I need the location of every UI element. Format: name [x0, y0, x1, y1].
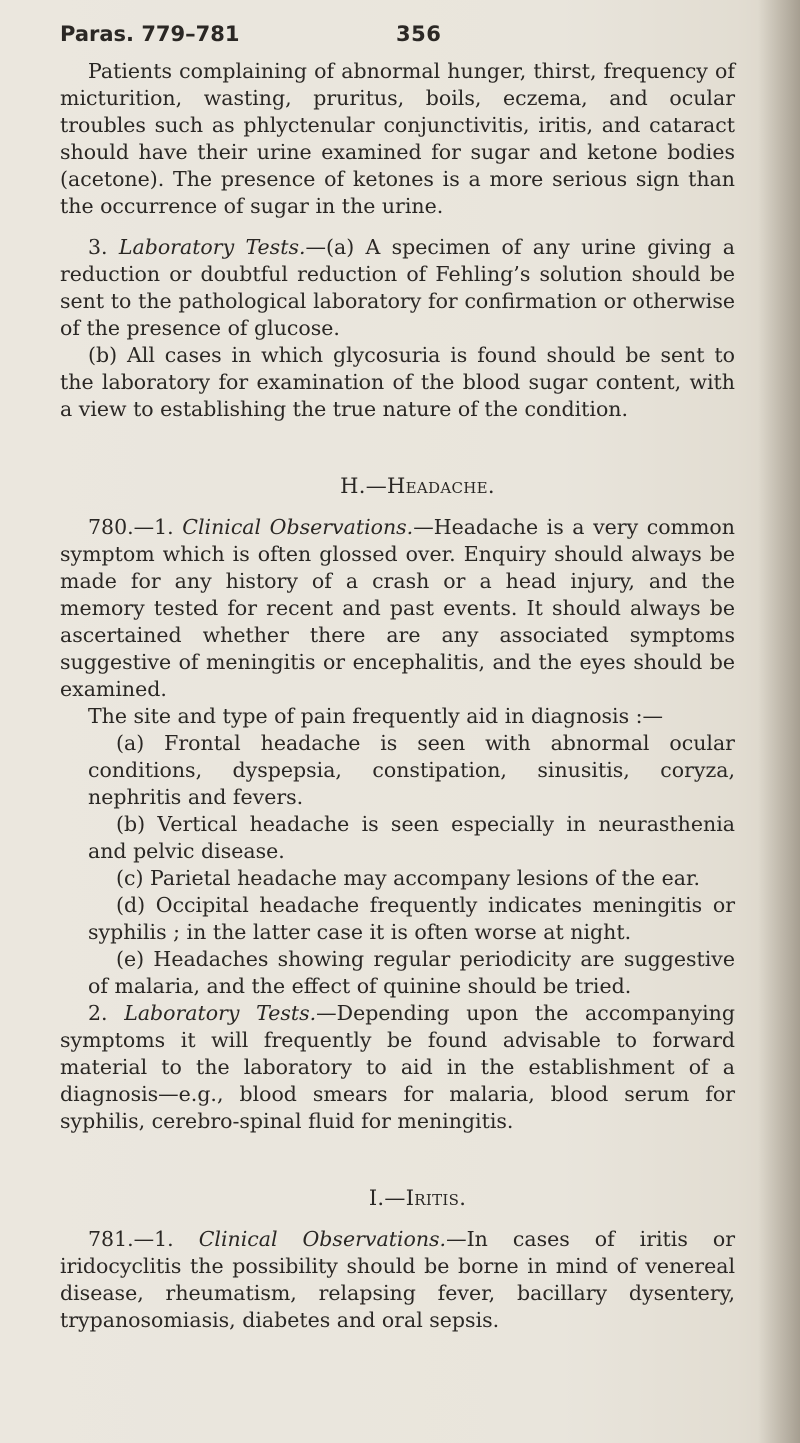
glycosuria-paragraph: (b) All cases in which glycosuria is found should be sent to the laboratory for examination of the blood sugar content, with a view to establishing the true nature of the condition. [60, 343, 735, 421]
paragraph-number: 781.—1. [88, 1227, 199, 1251]
section-heading-headache [60, 473, 735, 500]
page-content [60, 22, 735, 1334]
section-title: Headache. [387, 474, 495, 498]
paragraph-number: 780.—1. [88, 515, 183, 539]
section-letter: I.— [368, 1186, 406, 1210]
clinical-observations-text: —In cases of iritis or iridocyclitis the possibility should be borne in mind of venereal disease, rheumatism, relapsing fever, bacillary dysentery, trypanosomiasis, diabetes and oral sepsis. [60, 1227, 735, 1332]
page-number: 356 [396, 22, 442, 46]
headache-site-paragraph: The site and type of pain frequently aid in diagnosis :— [88, 704, 664, 728]
section-title: Iritis. [405, 1186, 467, 1210]
laboratory-tests-text: —Depending upon the accompanying symptoms it will frequently be found advisable to forward material to the laboratory to aid in the establishment of a diagnosis—e.g., blood smears for malaria, blood serum for syphilis, cerebro-spinal fluid for meningitis. [60, 1001, 736, 1133]
section-heading-iritis [60, 1185, 735, 1212]
laboratory-tests-title: Laboratory Tests. [118, 235, 306, 259]
laboratory-tests-text: —(a) A specimen of any urine giving a reduction or doubtful reduction of Fehling’s solution should be sent to the pathological laboratory for confirmation or otherwise of the presence of glucose. [60, 235, 735, 340]
headache-clinical-paragraph [60, 514, 735, 703]
clinical-observations-title: Clinical Observations. [182, 515, 414, 539]
laboratory-tests-number: 3. [88, 235, 119, 259]
running-header [60, 22, 735, 58]
laboratory-tests-paragraph [60, 234, 735, 342]
laboratory-tests-title: Laboratory Tests. [124, 1001, 317, 1025]
section-letter: H.— [340, 474, 388, 498]
list-item: (c) Parietal headache may accompany lesions of the ear. [116, 866, 701, 890]
headache-laboratory-paragraph [60, 1000, 735, 1135]
paragraph-range: Paras. 779–781 [60, 22, 240, 46]
clinical-observations-text: —Headache is a very common symptom which is often glossed over. Enquiry should always be made for any history of a crash or a head injury, and the memory tested for recent and past events. It should always be ascertained whether there are any associated symptoms suggestive of meningitis or encephalitis, and the eyes should be examined. [60, 515, 735, 701]
diabetes-symptoms-paragraph: Patients complaining of abnormal hunger, thirst, frequency of micturition, wasting, pruritus, boils, eczema, and ocular troubles such as phlyctenular conjunctivitis, iritis, and cataract should have their urine examined for sugar and ketone bodies (acetone). The presence of ketones is a more serious sign than the occurrence of sugar in the urine. [60, 59, 735, 218]
list-item: (d) Occipital headache frequently indicates meningitis or syphilis ; in the latter case it is often worse at night. [88, 893, 735, 944]
list-item: (a) Frontal headache is seen with abnormal ocular conditions, dyspepsia, constipation, sinusitis, coryza, nephritis and fevers. [88, 731, 735, 809]
list-item: (b) Vertical headache is seen especially in neurasthenia and pelvic disease. [88, 812, 735, 863]
paragraph-number: 2. [88, 1001, 125, 1025]
page-edge-shadow [758, 0, 800, 1443]
list-item: (e) Headaches showing regular periodicity are suggestive of malaria, and the effect of quinine should be tried. [88, 947, 735, 998]
iritis-clinical-paragraph [60, 1226, 735, 1334]
clinical-observations-title: Clinical Observations. [198, 1227, 447, 1251]
